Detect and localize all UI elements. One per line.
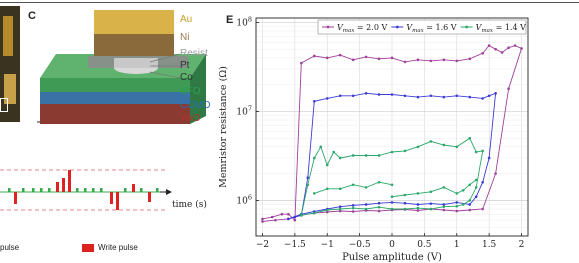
layer-label-au: Au [180,14,193,25]
read-pulse [84,188,87,192]
data-point [391,208,394,211]
x-tick-label: −2 [255,240,270,250]
data-point [514,44,517,47]
data-point [271,216,274,219]
data-point [481,97,484,100]
y-tick-label: $10^8$ [236,15,252,29]
data-point [468,203,471,206]
write-pulse [14,192,17,204]
data-point [455,201,458,204]
data-point [462,189,465,192]
data-point [417,207,420,210]
data-point [391,183,394,186]
data-point [378,206,381,209]
layer-label-yao: YAO [180,113,201,124]
legend-write-pulse-label: Write pulse [98,243,138,252]
data-point [391,195,394,198]
data-point [488,157,491,160]
data-point [404,194,407,197]
data-point [365,203,368,206]
read-pulse [48,188,51,192]
y-tick-label: $10^6$ [236,193,252,207]
x-tick-label: 0 [389,240,395,250]
label-leader-lines [150,14,182,126]
x-axis-label: Pulse amplitude (V) [342,252,442,262]
data-point [494,92,497,95]
data-point [455,210,458,213]
data-point [326,57,329,60]
data-point [501,51,504,54]
data-point [378,93,381,96]
write-pulse [110,192,113,204]
read-pulse [22,188,25,192]
chart-legend [318,20,526,34]
legend-marker [465,26,468,29]
panel-e-letter: E [226,14,234,26]
panel-c-letter: C [28,10,36,22]
data-point [365,92,368,95]
data-point [481,181,484,184]
legend-write-pulse [82,243,138,252]
read-pulse [32,188,35,192]
data-point [294,216,297,219]
data-point [332,151,335,154]
legend-entry: $V_{max} = 1.6$ V [406,23,457,34]
data-point [468,209,471,212]
data-point [326,188,329,191]
data-point [319,146,322,149]
read-pulse [156,188,159,192]
data-point [455,205,458,208]
data-point [417,203,420,206]
y-axis-label: Memristor resistance (Ω) [218,66,229,188]
data-point [313,212,316,215]
read-pulse [100,188,103,192]
data-point [339,205,342,208]
cropped-panel-image [0,6,20,122]
data-point [378,58,381,61]
read-pulse [92,188,95,192]
legend-marker [327,26,330,29]
data-point [475,151,478,154]
data-point [365,208,368,211]
x-tick-label: 1 [453,240,460,250]
data-point [287,213,290,216]
data-point [507,87,510,90]
data-point [294,219,297,222]
data-point [462,203,465,206]
data-point [313,55,316,58]
legend-entry: $V_{max} = 1.4$ V [475,23,526,34]
data-point [430,60,433,63]
data-point [404,208,407,211]
data-point [274,219,277,222]
data-point [468,199,471,202]
data-point [307,183,310,186]
data-point [430,140,433,143]
data-point [378,202,381,205]
data-point [300,214,303,217]
write-pulse [68,170,71,192]
data-point [404,150,407,153]
data-point [287,218,290,221]
data-point [430,190,433,193]
x-tick-label: 1.5 [481,240,497,250]
data-point [468,58,471,61]
data-point [300,62,303,65]
data-point [326,164,329,167]
data-point [417,146,420,149]
data-point [339,94,342,97]
data-point [520,47,523,50]
data-point [352,207,355,210]
data-point [481,52,484,55]
layer-label-co: Co [180,72,193,83]
data-point [443,144,446,147]
data-point [443,205,446,208]
data-point [404,202,407,205]
data-point [455,146,458,149]
layer-label-resist: Resist [180,48,208,59]
panel-e-chart [214,6,578,262]
data-point [468,183,471,186]
data-point [326,209,329,212]
x-tick-label: −1 [320,240,334,250]
x-tick-label: 0.5 [417,240,432,250]
data-point [313,192,316,195]
layer-label-bfo: BFO [180,86,201,97]
data-point [313,157,316,160]
data-point [352,204,355,207]
data-point [475,179,478,182]
data-point [391,93,394,96]
data-point [455,94,458,97]
read-pulse [8,188,11,192]
data-point [365,154,368,157]
data-point [443,59,446,62]
read-pulse [40,188,43,192]
data-point [468,137,471,140]
x-tick-label: −1.5 [283,240,306,250]
data-point [378,210,381,213]
data-point [443,186,446,189]
data-point [391,57,394,60]
data-point [481,150,484,153]
legend-read-pulse [0,243,19,252]
data-point [352,94,355,97]
data-point [455,60,458,63]
layer-label-ccmo: CCMO [180,100,211,111]
data-point [494,48,497,51]
data-point [404,94,407,97]
data-point [352,59,355,62]
data-point [475,186,478,189]
data-point [417,96,420,99]
layer-label-pt: Pt [180,60,190,71]
data-point [404,61,407,64]
data-point [326,97,329,100]
data-point [443,96,446,99]
write-pulse [56,182,59,192]
y-tick-label: $10^7$ [236,104,252,118]
data-point [352,210,355,213]
data-point [352,183,355,186]
data-point [365,56,368,59]
x-tick-label: −0.5 [348,240,371,250]
data-point [417,209,420,212]
panel-d-xlabel: time (s) [172,200,207,210]
write-pulse [116,192,119,210]
data-point [307,176,310,179]
legend-read-pulse-label: pulse [0,243,20,252]
top-rule [0,2,579,3]
layer-label-ni: Ni [180,32,190,43]
read-pulse [76,188,79,192]
data-point [430,94,433,97]
write-pulse [62,178,65,192]
data-point [494,172,497,175]
data-point [313,100,316,103]
data-point [417,192,420,195]
data-point [507,46,510,49]
data-point [443,209,446,212]
data-point [481,208,484,211]
data-point [261,218,264,221]
data-point [391,201,394,204]
read-pulse [124,188,127,192]
data-point [352,154,355,157]
data-point [488,44,491,47]
data-point [378,181,381,184]
legend-marker [396,26,399,29]
data-point [430,202,433,205]
data-point [281,213,284,216]
data-point [488,94,491,97]
write-pulse-swatch [82,244,94,252]
write-pulse [148,192,151,202]
data-point [455,192,458,195]
write-pulse [132,184,135,192]
data-point [378,154,381,157]
data-point [339,54,342,57]
data-point [475,195,478,198]
data-point [430,208,433,211]
data-point [391,151,394,154]
data-point [339,157,342,160]
data-point [339,208,342,211]
data-point [261,220,264,223]
data-point [339,188,342,191]
data-point [468,96,471,99]
legend-entry: $V_{max} = 2.0$ V [337,23,388,34]
x-tick-label: 2 [518,240,525,250]
read-pulse [140,188,143,192]
data-point [365,186,368,189]
data-point [417,59,420,62]
